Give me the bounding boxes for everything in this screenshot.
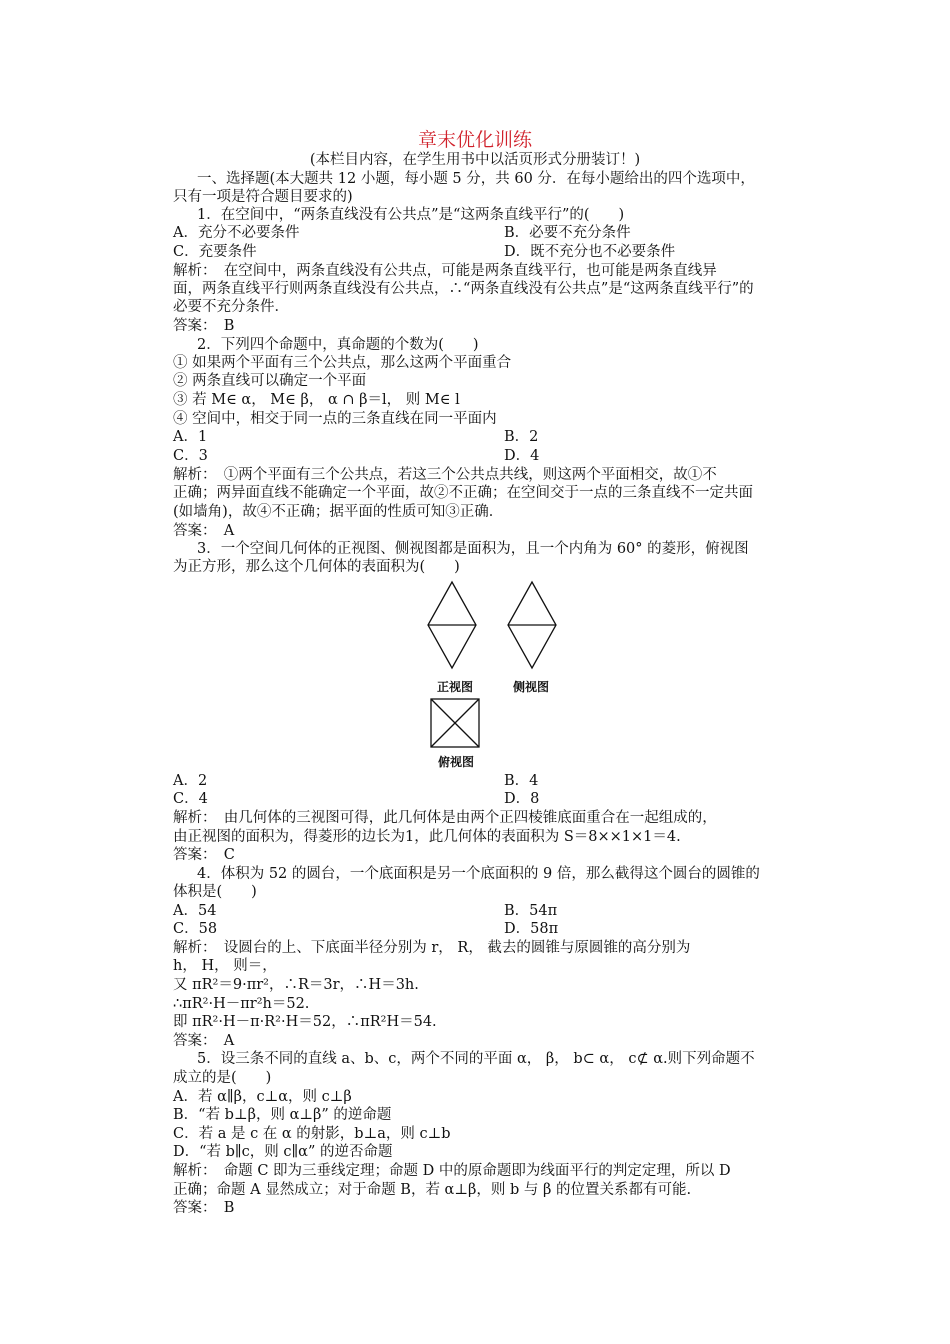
three-view-figure xyxy=(420,578,570,768)
q5-answer: 答案： B xyxy=(173,1200,235,1216)
q2-analysis-line3: (如墙角)，故④不正确；据平面的性质可知③正确． xyxy=(173,504,504,520)
q4-stem-line2: 体积是( ) xyxy=(173,884,257,900)
q4-derivation-line4: ∴πR²·H－πr²h＝52. xyxy=(173,996,310,1012)
q1-stem: 1．在空间中，“两条直线没有公共点”是“这两条直线平行”的( ) xyxy=(197,207,625,223)
q3-option-d: D．8 xyxy=(504,791,540,807)
q2-item-3: ③ 若 M∈ α， M∈ β， α ∩ β＝l， 则 M∈ l xyxy=(173,392,460,408)
q1-analysis-line1: 解析： 在空间中，两条直线没有公共点，可能是两条直线平行，也可能是两条直线异 xyxy=(173,263,717,279)
q2-option-a: A．1 xyxy=(173,429,208,445)
page-subtitle: (本栏目内容，在学生用书中以活页形式分册装订！) xyxy=(309,152,641,168)
top-view-caption: 俯视图 xyxy=(438,755,475,769)
q4-derivation-line3: 又 πR²＝9·πr²，∴R＝3r，∴H＝3h. xyxy=(173,977,419,993)
front-view-caption: 正视图 xyxy=(437,680,474,694)
q4-analysis-line2: h， H， 则＝， xyxy=(173,958,277,974)
q3-analysis-line2: 由正视图的面积为，得菱形的边长为1，此几何体的表面积为 S＝8××1×1＝4. xyxy=(173,829,681,845)
q2-option-b: B．2 xyxy=(504,429,539,445)
side-view-rhombus xyxy=(508,582,556,668)
q2-analysis-line2: 正确；两异面直线不能确定一个平面，故②不正确；在空间交于一点的三条直线不一定共面 xyxy=(173,485,753,501)
q4-option-b: B．54π xyxy=(504,903,558,919)
section-header-line2: 只有一项是符合题目要求的) xyxy=(173,189,353,205)
q1-option-b: B．必要不充分条件 xyxy=(504,225,631,241)
q1-option-a: A．充分不必要条件 xyxy=(173,225,300,241)
section-header-line1: 一、选择题(本大题共 12 小题，每小题 5 分，共 60 分．在每小题给出的四个选项中， xyxy=(197,171,755,187)
q3-option-a: A．2 xyxy=(173,773,208,789)
q3-stem-line1: 3．一个空间几何体的正视图、侧视图都是面积为，且一个内角为 60° 的菱形，俯视图 xyxy=(197,541,749,557)
q4-option-a: A．54 xyxy=(173,903,217,919)
q5-option-c: C．若 a 是 c 在 α 的射影，b⊥a，则 c⊥b xyxy=(173,1126,451,1142)
q2-answer: 答案： A xyxy=(173,523,235,539)
q2-option-d: D．4 xyxy=(504,448,540,464)
top-view-square xyxy=(431,699,479,747)
q2-stem: 2．下列四个命题中，真命题的个数为( ) xyxy=(197,337,479,353)
q2-item-1: ① 如果两个平面有三个公共点，那么这两个平面重合 xyxy=(173,355,512,371)
q2-option-c: C．3 xyxy=(173,448,208,464)
q5-analysis-line2: 正确；命题 A 显然成立；对于命题 B，若 α⊥β，则 b 与 β 的位置关系都有可能. xyxy=(173,1182,692,1198)
q2-item-2: ② 两条直线可以确定一个平面 xyxy=(173,373,367,389)
q4-option-d: D．58π xyxy=(504,921,559,937)
q4-analysis-line1: 解析： 设圆台的上、下底面半径分别为 r， R， 截去的圆锥与原圆锥的高分别为 xyxy=(173,940,691,956)
q4-option-c: C．58 xyxy=(173,921,218,937)
q2-item-4: ④ 空间中，相交于同一点的三条直线在同一平面内 xyxy=(173,411,497,427)
q2-analysis-line1: 解析： ①两个平面有三个公共点，若这三个公共点共线，则这两个平面相交，故①不 xyxy=(173,467,717,483)
front-view-rhombus xyxy=(428,582,476,668)
q3-answer: 答案： C xyxy=(173,847,235,863)
q3-analysis-line1: 解析： 由几何体的三视图可得，此几何体是由两个正四棱锥底面重合在一起组成的， xyxy=(173,810,717,826)
q5-stem-line2: 成立的是( ) xyxy=(173,1070,272,1086)
side-view-caption: 侧视图 xyxy=(513,680,550,694)
q4-stem-line1: 4．体积为 52 的圆台，一个底面积是另一个底面积的 9 倍，那么截得这个圆台的圆锥的 xyxy=(197,866,760,882)
q1-answer: 答案： B xyxy=(173,318,235,334)
q1-analysis-line3: 必要不充分条件． xyxy=(173,299,289,315)
q5-option-a: A．若 α∥β，c⊥α，则 c⊥β xyxy=(173,1089,352,1105)
q5-analysis-line1: 解析： 命题 C 即为三垂线定理；命题 D 中的原命题即为线面平行的判定定理，所以 D xyxy=(173,1163,731,1179)
q5-option-b: B．“若 b⊥β，则 α⊥β” 的逆命题 xyxy=(173,1107,392,1123)
q1-option-c: C．充要条件 xyxy=(173,244,257,260)
q4-answer: 答案： A xyxy=(173,1033,235,1049)
q1-analysis-line2: 面，两条直线平行则两条直线没有公共点，∴“两条直线没有公共点”是“这两条直线平行”的 xyxy=(173,281,754,297)
page-title: 章末优化训练 xyxy=(417,129,532,151)
q5-stem-line1: 5．设三条不同的直线 a、b、c，两个不同的平面 α， β， b⊂ α， c⊄ α.则下列命题不 xyxy=(197,1051,755,1067)
q1-option-d: D．既不充分也不必要条件 xyxy=(504,244,676,260)
q3-stem-line2: 为正方形，那么这个几何体的表面积为( ) xyxy=(173,559,460,575)
q5-option-d: D．“若 b∥c，则 c∥α” 的逆否命题 xyxy=(173,1144,393,1160)
q3-option-c: C．4 xyxy=(173,791,208,807)
q3-option-b: B．4 xyxy=(504,773,539,789)
q4-derivation-line5: 即 πR²·H－π·R²·H＝52，∴πR²H＝54. xyxy=(173,1014,437,1030)
